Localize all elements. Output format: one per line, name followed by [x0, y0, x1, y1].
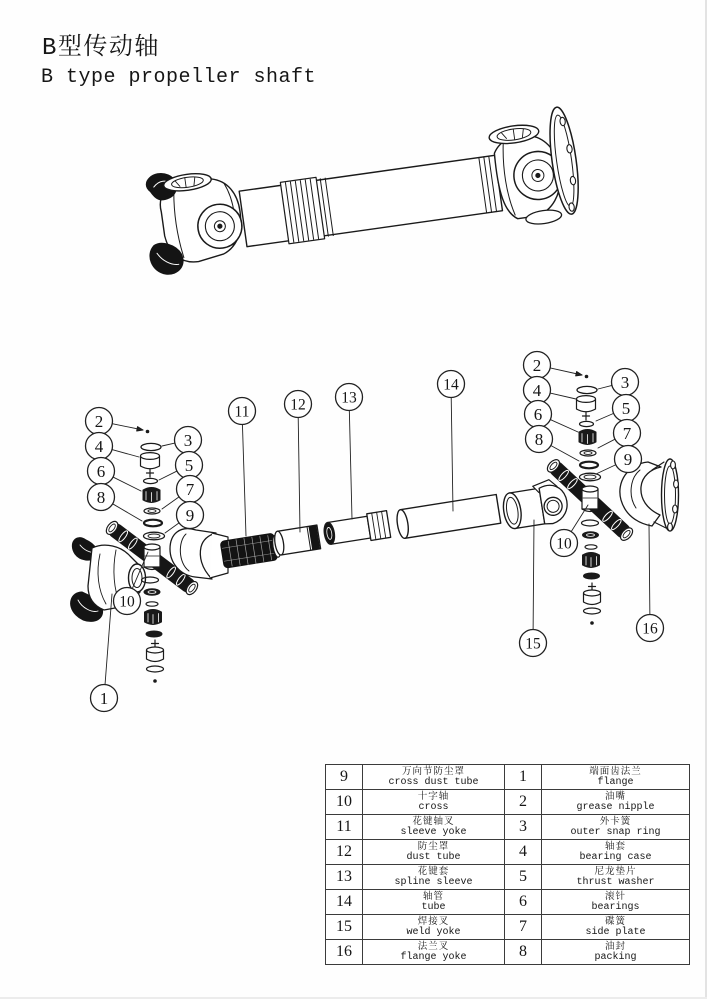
- table-row: [326, 815, 690, 840]
- part-side-plate-left: [144, 508, 160, 514]
- part-number-cell: 2: [505, 790, 542, 815]
- part-name-en: flange: [597, 777, 634, 788]
- part-name-cell: [363, 790, 505, 815]
- part-name-cell: [542, 765, 690, 790]
- callout-number-10: 10: [556, 535, 572, 553]
- part-name-zh: 焊接叉: [417, 916, 450, 927]
- callout-leader-5: [159, 471, 177, 480]
- page-title-english: B type propeller shaft: [41, 66, 317, 89]
- part-dust-ring-right: [580, 473, 601, 481]
- part-name-en: bearing case: [579, 852, 652, 863]
- callout-number-3: 3: [620, 373, 630, 393]
- parts-stack-left-lower: [142, 577, 164, 683]
- part-name-zh: 滚针: [604, 891, 626, 902]
- cross-journal-right: [582, 486, 598, 512]
- callout-number-7: 7: [622, 424, 632, 444]
- part-tube: [395, 495, 500, 540]
- part-name-cell: [542, 915, 690, 940]
- part-name-zh: 轴管: [422, 891, 444, 902]
- part-name-cell: [363, 915, 505, 940]
- part-name-zh: 法兰叉: [417, 941, 450, 952]
- table-row: [326, 790, 690, 815]
- part-name-cell: [363, 865, 505, 890]
- callout-number-2: 2: [94, 412, 104, 432]
- part-thrust-washer-left: [144, 478, 158, 483]
- part-name-cell: [542, 890, 690, 915]
- part-number-cell: 9: [326, 765, 363, 790]
- part-name-en: sleeve yoke: [400, 827, 467, 838]
- part-dust-ring-left: [144, 532, 165, 540]
- callout-number-14: 14: [443, 376, 459, 394]
- part-number-cell: 10: [326, 790, 363, 815]
- table-row: [326, 915, 690, 940]
- part-name-zh: 万向节防尘罩: [401, 766, 465, 777]
- part-name-zh: 十字轴: [417, 791, 450, 802]
- part-name-en: bearings: [591, 902, 640, 913]
- parts-table: [325, 764, 690, 965]
- callout-number-12: 12: [290, 396, 306, 414]
- callout-number-5: 5: [621, 399, 631, 419]
- callout-number-8: 8: [534, 430, 544, 450]
- part-packing-right: [580, 462, 598, 469]
- table-row: [326, 940, 690, 965]
- part-name-cell: [363, 815, 505, 840]
- part-name-cell: [363, 940, 505, 965]
- part-number-cell: 5: [505, 865, 542, 890]
- part-side-plate-right: [580, 450, 596, 456]
- part-packing-left: [144, 520, 162, 527]
- part-name-cell: [542, 790, 690, 815]
- part-name-zh: 端面齿法兰: [589, 766, 642, 777]
- table-row: [326, 840, 690, 865]
- part-name-zh: 外卡簧: [599, 816, 632, 827]
- callout-leader-12: [298, 417, 300, 532]
- callout-number-3: 3: [183, 431, 193, 451]
- part-dust-tube: [273, 525, 320, 556]
- part-number-cell: 13: [326, 865, 363, 890]
- part-number-cell: 11: [326, 815, 363, 840]
- part-number-cell: 16: [326, 940, 363, 965]
- callout-leader-8: [113, 504, 142, 521]
- exploded-view: [71, 352, 679, 712]
- part-thrust-washer-right: [580, 421, 594, 426]
- callout-leader-14: [451, 397, 453, 511]
- part-name-zh: 碟簧: [604, 916, 626, 927]
- callout-number-5: 5: [184, 456, 194, 476]
- part-grease-nipple-right: [585, 375, 589, 379]
- part-name-cell: [542, 815, 690, 840]
- part-name-cell: [363, 765, 505, 790]
- callout-arrowhead-2: [576, 372, 582, 376]
- part-bearings-right: [579, 430, 596, 445]
- table-row: [326, 865, 690, 890]
- part-number-cell: 1: [505, 765, 542, 790]
- part-bearings-left: [143, 488, 160, 503]
- callout-leader-13: [349, 410, 352, 519]
- callout-number-10: 10: [119, 593, 135, 611]
- part-number-cell: 7: [505, 915, 542, 940]
- part-name-zh: 轴套: [604, 841, 626, 852]
- part-name-en: dust tube: [406, 852, 461, 863]
- part-sleeve-yoke: [170, 529, 282, 579]
- part-name-en: thrust washer: [576, 877, 655, 888]
- callout-number-2: 2: [532, 356, 542, 376]
- part-name-en: weld yoke: [406, 927, 461, 938]
- callout-number-16: 16: [642, 620, 658, 638]
- callout-arrowhead-2: [137, 427, 143, 431]
- table-row: [326, 765, 690, 790]
- callout-number-6: 6: [96, 462, 106, 482]
- part-snap-ring-right: [577, 386, 597, 393]
- part-name-en: side plate: [585, 927, 646, 938]
- callout-number-9: 9: [185, 506, 195, 526]
- part-number-cell: 14: [326, 890, 363, 915]
- part-name-cell: [363, 840, 505, 865]
- part-bearing-case-right: [577, 396, 596, 420]
- part-name-en: spline sleeve: [394, 877, 473, 888]
- callout-number-8: 8: [96, 488, 106, 508]
- callout-leader-6: [113, 477, 141, 491]
- callout-leader-4: [112, 450, 139, 457]
- callout-leader-11: [242, 424, 246, 536]
- parts-stack-left-upper: [141, 430, 165, 540]
- callout-leader-15: [533, 520, 534, 630]
- part-number-cell: 6: [505, 890, 542, 915]
- part-name-cell: [363, 890, 505, 915]
- callout-number-15: 15: [525, 635, 541, 653]
- callout-number-1: 1: [99, 689, 109, 709]
- assembled-shaft-view: [137, 106, 584, 279]
- part-name-zh: 花键轴叉: [412, 816, 455, 827]
- part-name-cell: [542, 940, 690, 965]
- callout-number-6: 6: [533, 405, 543, 425]
- callout-number-4: 4: [532, 381, 542, 401]
- callout-leader-7: [598, 439, 615, 448]
- part-number-cell: 12: [326, 840, 363, 865]
- part-number-cell: 4: [505, 840, 542, 865]
- callout-leader-8: [551, 446, 579, 461]
- parts-stack-right-upper: [577, 375, 601, 481]
- part-name-en: tube: [421, 902, 446, 913]
- parts-stack-right-lower: [582, 520, 601, 625]
- part-bearing-case-left: [141, 453, 160, 477]
- part-name-zh: 花键套: [417, 866, 450, 877]
- callout-number-11: 11: [234, 403, 250, 421]
- callout-leader-4: [550, 393, 576, 399]
- table-row: [326, 890, 690, 915]
- part-number-cell: 3: [505, 815, 542, 840]
- part-grease-nipple-left: [146, 430, 150, 434]
- part-name-en: packing: [594, 952, 637, 963]
- callout-number-4: 4: [94, 437, 104, 457]
- page-title-chinese: B型传动轴: [42, 35, 160, 62]
- part-name-en: flange yoke: [400, 952, 467, 963]
- part-weld-yoke: [500, 477, 570, 530]
- part-name-en: grease nipple: [576, 802, 655, 813]
- callout-leader-16: [649, 524, 650, 615]
- shaft-tube: [239, 155, 502, 246]
- callout-number-7: 7: [185, 480, 195, 500]
- callout-number-13: 13: [341, 389, 357, 407]
- part-name-zh: 油嘴: [604, 791, 626, 802]
- part-name-en: outer snap ring: [570, 827, 661, 838]
- part-snap-ring-left: [141, 443, 161, 450]
- part-name-cell: [542, 840, 690, 865]
- part-number-cell: 15: [326, 915, 363, 940]
- callout-leader-10: [571, 505, 588, 532]
- callout-leader-3: [598, 385, 612, 389]
- part-number-cell: 8: [505, 940, 542, 965]
- callout-leader-5: [596, 413, 614, 421]
- callout-leader-9: [596, 465, 616, 474]
- callout-number-9: 9: [623, 450, 633, 470]
- part-name-zh: 尼龙垫片: [594, 866, 637, 877]
- callout-leader-3: [162, 443, 175, 446]
- part-name-en: cross: [418, 802, 449, 813]
- part-name-cell: [542, 865, 690, 890]
- part-name-zh: 防尘罩: [417, 841, 450, 852]
- part-name-en: cross dust tube: [388, 777, 479, 788]
- callout-leader-7: [162, 497, 179, 509]
- part-name-zh: 油封: [604, 941, 626, 952]
- part-spline-sleeve: [322, 511, 390, 548]
- callout-leader-6: [550, 420, 578, 432]
